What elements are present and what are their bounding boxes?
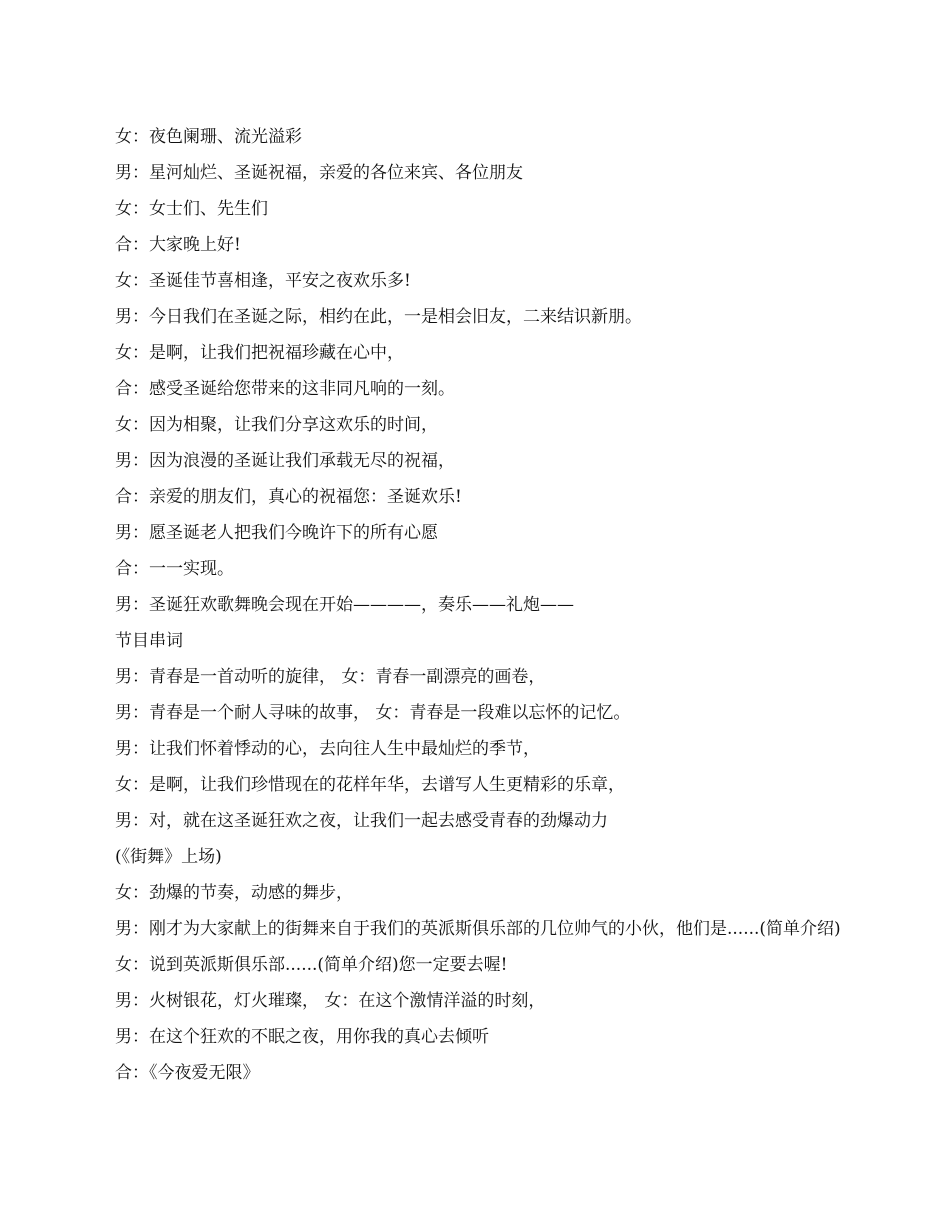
text-line: 男：在这个狂欢的不眠之夜，用你我的真心去倾听 [115, 1027, 489, 1047]
text-line: 男：今日我们在圣诞之际，相约在此，一是相会旧友，二来结识新朋。 [115, 307, 642, 327]
section-heading: 节目串词 [115, 631, 183, 651]
text-line: 男：让我们怀着悸动的心，去向往人生中最灿烂的季节， [115, 739, 540, 759]
text-line: 男：火树银花，灯火璀璨， 女：在这个激情洋溢的时刻， [115, 991, 546, 1011]
text-line: 男：圣诞狂欢歌舞晚会现在开始————，奏乐——礼炮—— [115, 595, 574, 615]
stage-direction: (《街舞》上场) [115, 847, 222, 867]
text-line: 女：女士们、先生们 [115, 199, 268, 219]
text-line: 女：劲爆的节奏，动感的舞步， [115, 883, 353, 903]
text-line: 合：一一实现。 [115, 559, 234, 579]
text-line: 女：是啊，让我们把祝福珍藏在心中， [115, 343, 404, 363]
text-line: 女：是啊，让我们珍惜现在的花样年华，去谱写人生更精彩的乐章， [115, 775, 625, 795]
text-line: 女：说到英派斯俱乐部......(简单介绍)您一定要去喔! [115, 955, 508, 975]
text-line: 男：愿圣诞老人把我们今晚许下的所有心愿 [115, 523, 438, 543]
text-line: 合：感受圣诞给您带来的这非同凡响的一刻。 [115, 379, 455, 399]
text-line: 男：对，就在这圣诞狂欢之夜，让我们一起去感受青春的劲爆动力 [115, 811, 608, 831]
text-line: 男：青春是一个耐人寻味的故事， 女：青春是一段难以忘怀的记忆。 [115, 703, 631, 723]
text-line: 女：夜色阑珊、流光溢彩 [115, 127, 302, 147]
text-line: 合：亲爱的朋友们，真心的祝福您：圣诞欢乐! [115, 487, 462, 507]
text-line: 合：《今夜爱无限》 [115, 1063, 260, 1083]
text-line: 男：星河灿烂、圣诞祝福，亲爱的各位来宾、各位朋友 [115, 163, 523, 183]
text-line: 女：因为相聚，让我们分享这欢乐的时间， [115, 415, 438, 435]
text-line: 女：圣诞佳节喜相逢，平安之夜欢乐多! [115, 271, 411, 291]
document-body [115, 125, 845, 1097]
text-line: 男：刚才为大家献上的街舞来自于我们的英派斯俱乐部的几位帅气的小伙，他们是......(简单介绍) [115, 919, 841, 939]
text-line: 男：青春是一首动听的旋律， 女：青春一副漂亮的画卷， [115, 667, 546, 687]
text-line: 合：大家晚上好! [115, 235, 241, 255]
text-line: 男：因为浪漫的圣诞让我们承载无尽的祝福， [115, 451, 455, 471]
